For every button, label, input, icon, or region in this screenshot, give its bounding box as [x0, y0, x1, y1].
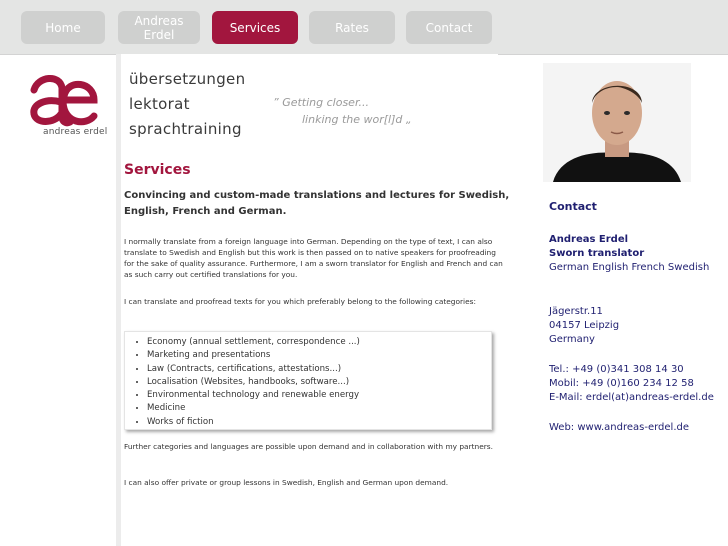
page-title: Services — [124, 162, 191, 178]
nav-andreas-erdel-label: Andreas Erdel — [134, 13, 184, 42]
portrait-photo — [543, 63, 691, 182]
nav-services[interactable] — [212, 11, 298, 44]
contact-mobile: Mobil: +49 (0)160 234 12 58 — [549, 378, 694, 389]
category-item: • Economy (annual settlement, correspondence ...) — [147, 336, 491, 349]
contact-tel: Tel.: +49 (0)341 308 14 30 — [549, 364, 684, 375]
contact-web-link[interactable]: Web: www.andreas-erdel.de — [549, 422, 689, 433]
nav-contact-label: Contact — [425, 20, 473, 35]
category-item: • Medicine — [147, 402, 491, 415]
subject-translations: übersetzungen — [129, 70, 246, 88]
contact-languages: German English French Swedish — [549, 262, 710, 273]
contact-street: Jägerstr.11 — [549, 306, 603, 317]
services-paragraph-1: I normally translate from a foreign language into German. Depending on the type of text, I can also translate to Swedish and English but this work is then passed on to native speakers for proofreading for the sake of quality assurance. Furthermore, I am a sworn translator for English and French and can as such carry out certified translations for you. — [124, 237, 503, 279]
services-paragraph-2: I can translate and proofread texts for you which preferably belong to the following categories: — [124, 297, 476, 306]
nav-contact[interactable] — [406, 11, 492, 44]
contact-country: Germany — [549, 334, 595, 345]
category-item: • Localisation (Websites, handbooks, software...) — [147, 376, 491, 389]
nav-services-label: Services — [229, 20, 281, 35]
services-lead: Convincing and custom-made translations and lectures for Swedish, English, French and German. — [124, 190, 510, 217]
contact-city: 04157 Leipzig — [549, 320, 620, 331]
nav-rates[interactable] — [309, 11, 395, 44]
tagline-line-1: ” Getting closer... — [273, 96, 369, 109]
nav-rates-label: Rates — [335, 20, 369, 35]
services-paragraph-4: I can also offer private or group lessons in Swedish, English and German upon demand. — [124, 478, 449, 487]
tagline-line-2: linking the wor[l]d „ — [302, 113, 412, 126]
subject-sprachtraining: sprachtraining — [129, 120, 242, 138]
nav-andreas-erdel[interactable] — [118, 11, 200, 44]
logo-text: andreas erdel — [43, 127, 108, 137]
subject-lektorat: lektorat — [129, 95, 190, 113]
nav-home-label: Home — [45, 20, 81, 35]
contact-heading: Contact — [549, 200, 597, 213]
category-item: • Environmental technology and renewable energy — [147, 389, 491, 402]
services-paragraph-3: Further categories and languages are possible upon demand and in collaboration with my partners. — [124, 442, 493, 451]
nav-home[interactable] — [21, 11, 105, 44]
contact-email-link[interactable]: E-Mail: erdel(at)andreas-erdel.de — [549, 392, 714, 403]
category-item: • Works of fiction — [147, 416, 491, 429]
category-item: • Marketing and presentations — [147, 349, 491, 362]
contact-name: Andreas Erdel — [549, 234, 629, 245]
categories-box — [124, 331, 492, 430]
contact-role: Sworn translator — [549, 248, 645, 259]
category-item: • Law (Contracts, certifications, attestations...) — [147, 363, 491, 376]
